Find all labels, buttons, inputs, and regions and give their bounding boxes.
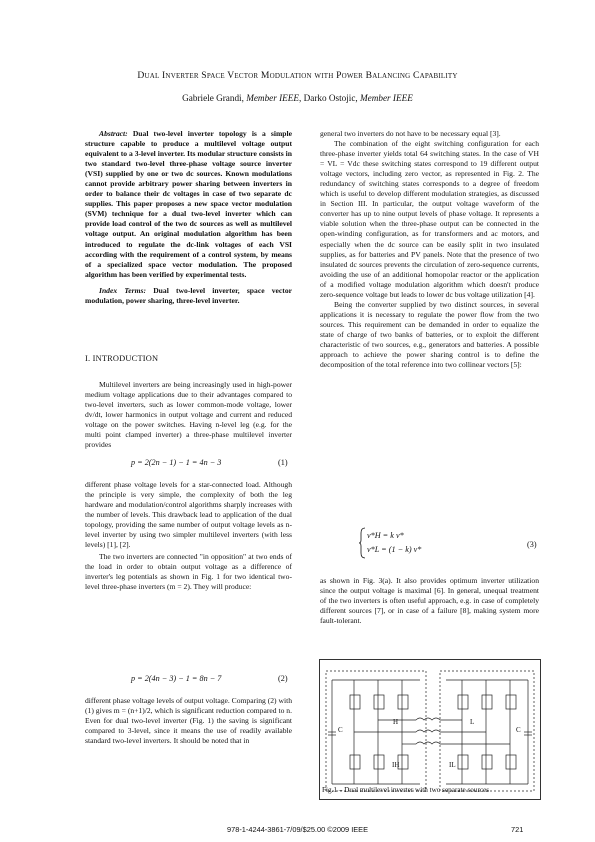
abstract-block bbox=[85, 129, 292, 306]
author-2-affiliation: Member IEEE bbox=[360, 93, 413, 103]
intro-paragraph-3 bbox=[85, 696, 292, 746]
label-h: H bbox=[393, 718, 399, 726]
equation-1-number: (1) bbox=[278, 458, 288, 467]
equation-1: p = 2(2n − 1) − 1 = 4n − 3 bbox=[131, 458, 222, 467]
label-il: IL bbox=[449, 761, 456, 769]
paragraph: different phase voltage levels of output voltage. Comparing (2) with (1) gives m = (n+1)/2, which is significant reduction compared to n. Even for dual two-level inverter (Fig. 1) the saving is significant compared to 3-level, since it means the use of readily available standard two-level inverters. It should be noted that in bbox=[85, 696, 292, 746]
label-ih: IH bbox=[392, 761, 400, 769]
paragraph: Multilevel inverters are being increasingly used in high-power medium voltage applications due to their advantages compared to two-level inverters, such as lower common-mode voltage, lower dv/dt, lower harmonics in output voltage and current and reduced voltage on the power switches. Having n-level leg (e.g. for the multi point clamped inverter) a three-phase multilevel inverter provides bbox=[85, 380, 292, 450]
paragraph: as shown in Fig. 3(a). It also provides optimum inverter utilization since the output voltage is maximal [6]. In general, unequal treatment of the two inverters is often useful approach, e.g. in case of completely different sources [7], or in case of a failure [8], making system more fault-tolerant. bbox=[320, 576, 539, 626]
abstract-label: Abstract: bbox=[99, 129, 128, 138]
figure-1-caption: Fig.1 – Dual multilevel inverter with two separate sources bbox=[322, 786, 490, 794]
index-terms bbox=[85, 286, 292, 306]
intro-paragraph-1 bbox=[85, 380, 292, 450]
section-heading: I. INTRODUCTION bbox=[85, 354, 159, 363]
author-1: Gabriele Grandi, bbox=[182, 93, 247, 103]
label-capacitor-left: C bbox=[338, 726, 343, 734]
intro-paragraph-2 bbox=[85, 480, 292, 593]
right-column-text-2 bbox=[320, 576, 539, 626]
author-1-affiliation: Member IEEE bbox=[246, 93, 300, 103]
label-l: L bbox=[470, 718, 475, 726]
index-terms-label: Index Terms: bbox=[99, 285, 146, 295]
equation-3-number: (3) bbox=[527, 540, 537, 549]
authors bbox=[40, 93, 555, 103]
paper-title: Dual Inverter Space Vector Modulation with Power Balancing Capability bbox=[137, 70, 458, 81]
equation-3-line-2: v*L = (1 − k) v* bbox=[367, 545, 422, 554]
abstract bbox=[85, 129, 292, 280]
equation-2: p = 2(4n − 3) − 1 = 8n − 7 bbox=[131, 674, 222, 683]
paragraph: The combination of the eight switching configuration for each three-phase inverter yields total 64 switching states. In the case of VH = VL = Vdc these switching states correspond to 19 different output voltage vectors, including zero vector, as represented in Fig. 2. The redundancy of switching states corresponds to a degree of freedom which is useful to develop different modulation strategies, as discussed in Section III. In particular, the output voltage waveform of the converter has up to nine output levels of phase voltage. It represents a viable solution when the three-phase output can be connected in the open-winding configuration, as for transformers and ac motors, and especially when the dc source can be easily split in two insulated supplies, as for batteries and PV panels. Note that the presence of two insulated dc sources prevents the circulation of zero-sequence currents, avoiding the use of an additional homopolar reactor or the application of a modified voltage modulation algorithm which doesn't produce zero-sequence voltage but leads to lower dc bus voltage utilization [4]. bbox=[320, 139, 539, 299]
index-terms-text: Dual two-level inverter, space vector modulation, power sharing, three-level inverter. bbox=[85, 285, 292, 305]
page-number: 721 bbox=[511, 825, 524, 834]
equation-2-number: (2) bbox=[278, 674, 288, 683]
right-column-text bbox=[320, 129, 539, 370]
equation-3 bbox=[367, 529, 421, 557]
figure-1 bbox=[319, 659, 541, 800]
paragraph: different phase voltage levels for a star-connected load. Although the principle is very simple, the complexity of both the leg hardware and modulation/control algorithms sharply increases with the number of levels. This drawback lead to application of the dual topology, providing the same number of output voltage levels as n-level inverter by using two simpler multilevel inverters (with less levels) [1], [2]. bbox=[85, 480, 292, 550]
author-separator: , Darko Ostojic, bbox=[299, 93, 360, 103]
paragraph: The two inverters are connected "in opposition" at two ends of the load in order to obtain output voltage as a difference of inverter's leg potentials as shown in Fig. 1 for two identical two-level three-phase inverters (m = 2). They will produce: bbox=[85, 552, 292, 592]
equation-3-brace bbox=[358, 527, 366, 559]
footer-copyright: 978-1-4244-3861-7/09/$25.00 ©2009 IEEE bbox=[227, 825, 369, 834]
paragraph: Being the converter supplied by two distinct sources, in several applications it is necessary to regulate the power flow from the two sources. This requirement can be demanded in order to equalize the state of charge of two banks of batteries, or to exploit the different characteristic of two sources, e.g., generators and batteries. A possible approach to achieve the power sharing control is to define the decomposition of the total reference into two collinear vectors [5]: bbox=[320, 299, 539, 370]
paragraph: general two inverters do not have to be necessary equal [3]. bbox=[320, 129, 501, 138]
abstract-text: Dual two-level inverter topology is a simple structure capable to produce a multilevel voltage output equivalent to a 3-level inverter. Its modular structure consists in two standard two-level three-phase voltage source inverter (VSI) supplied by one or two dc sources. Known modulations cannot provide arbitrary power sharing between inverters in order to balance their dc voltages in case of two separate dc supplies. This paper proposes a new space vector modulation (SVM) technique for a dual two-level inverter which can provide load control of the two dc sources as well as multilevel voltage output. An original modulation algorithm has been introduced to regulate the dc-link voltages of each VSI according with the requirement of a control system, by means of a specialized space vector modulation. The proposed algorithm has been verified by experimental tests. bbox=[85, 129, 292, 279]
label-capacitor-right: C bbox=[516, 726, 521, 734]
circuit-diagram bbox=[320, 660, 540, 799]
equation-3-line-1: v*H = k v* bbox=[367, 531, 404, 540]
